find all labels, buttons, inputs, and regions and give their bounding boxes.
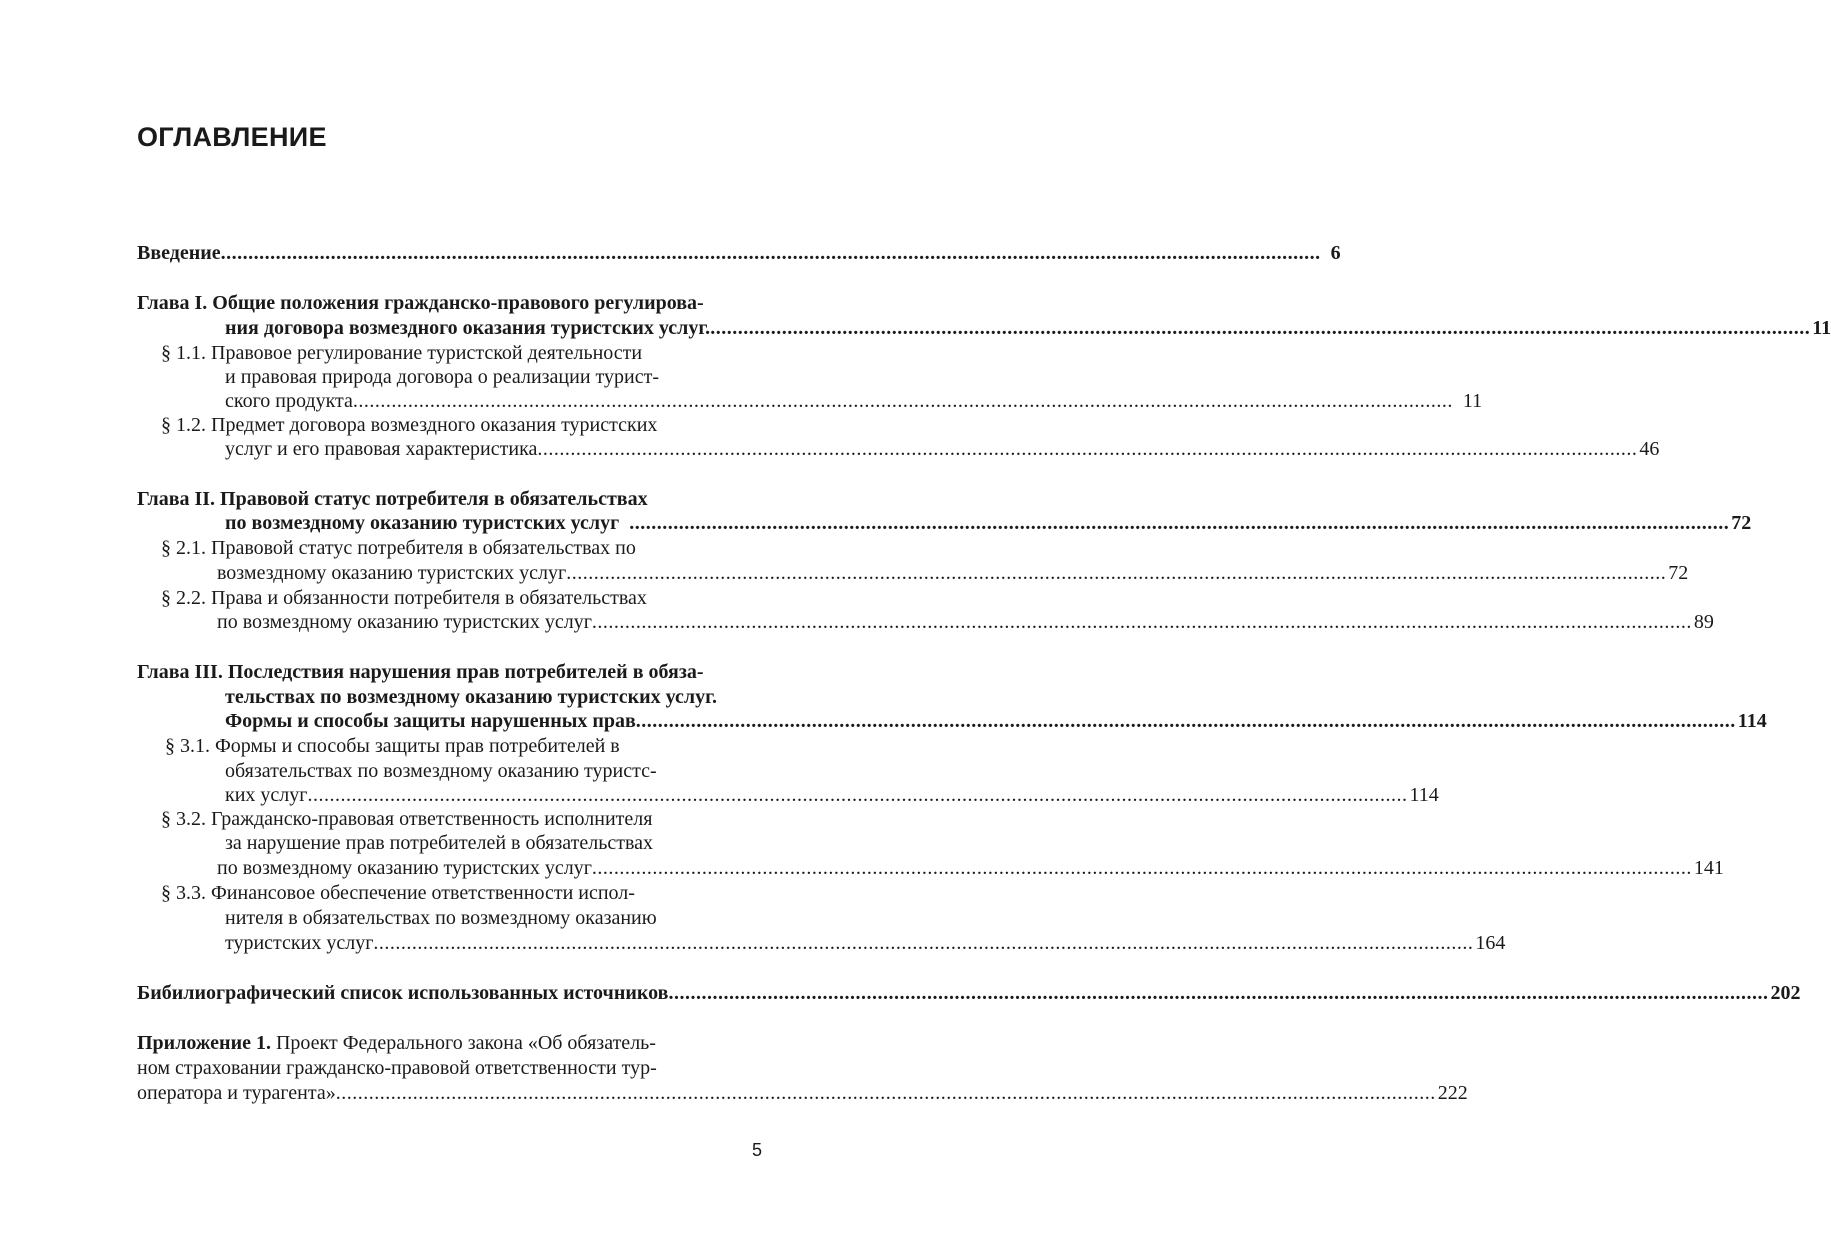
leader-dots: ........................................................................................................................................................................................................ [307,784,1408,806]
page-ref: 222 [1437,1082,1468,1104]
toc-section-3-2-line-3[interactable] [137,855,1724,881]
entry-text: § 3.3. Финансовое обеспечение ответственности испол- [161,882,635,904]
entry-text: Глава I. Общие положения гражданско-правового регулирова- [137,292,704,314]
toc-chapter-1-line-2[interactable] [137,315,1831,341]
toc-entry-bibliography[interactable] [137,980,1801,1006]
page-ref: 11 [1462,390,1483,412]
entry-text: обязательствах по возмездному оказанию туристс- [225,760,657,782]
entry-text: Глава II. Правовой статус потребителя в обязательствах [137,488,648,510]
toc-chapter-3-line-1[interactable] [137,659,768,685]
toc-chapter-3-line-3[interactable] [137,708,1767,734]
page-ref: 72 [1668,562,1689,584]
leader-dots: ........................................................................................................................................................................................................ [335,1082,1436,1104]
toc-section-1-1-line-1[interactable] [137,340,768,366]
entry-text: ном страховании гражданско-правовой ответственности тур- [137,1057,657,1079]
entry-text: Глава III. Последствия нарушения прав потребителей в обяза- [137,661,704,683]
entry-text: Проект Федерального закона «Об обязатель- [270,1032,656,1054]
leader-dots: ........................................................................................................................................................................................................ [537,438,1638,460]
entry-text: ния договора возмездного оказания туристских услуг. [225,317,711,339]
toc-section-2-1-line-1[interactable] [137,535,768,561]
entry-text: возмездному оказанию туристских услуг [217,562,567,584]
toc-section-3-1-line-1[interactable] [137,733,768,759]
page-ref: 89 [1693,611,1714,633]
entry-text: Введение [137,242,221,264]
leader-dots: ........................................................................................................................................................................................................ [352,390,1453,412]
page-number: 5 [752,1140,763,1160]
page-ref: 114 [1737,710,1767,732]
toc-section-2-2-line-1[interactable] [137,585,768,611]
entry-text: § 2.1. Правовой статус потребителя в обязательствах по [161,537,636,559]
appendix-label: Приложение 1. [137,1032,271,1054]
entry-text: ких услуг [225,784,308,806]
leader-dots: ........................................................................................................................................................................................................ [220,242,1321,264]
toc-chapter-1-line-1[interactable] [137,290,768,316]
toc-section-3-2-line-2[interactable] [137,830,768,856]
entry-text: Бибилиографический список использованных источников [137,982,669,1004]
entry-text: по возмездному оказанию туристских услуг [217,611,592,633]
toc-section-3-3-line-1[interactable] [137,880,768,906]
leader-dots: ........................................................................................................................................................................................................ [629,512,1730,534]
page-ref: 202 [1770,982,1801,1004]
entry-text: оператора и турагента» [137,1082,336,1104]
entry-text: ского продукта [225,390,353,412]
toc-section-3-1-line-2[interactable] [137,758,768,784]
toc-section-1-1-line-2[interactable] [137,364,768,390]
entry-text: Формы и способы защиты нарушенных прав [225,710,636,732]
leader-dots: ........................................................................................................................................................................................................ [373,932,1474,954]
toc-chapter-3-line-2[interactable] [137,684,768,710]
toc-appendix-1-line-1[interactable] [137,1030,768,1056]
leader-dots: ........................................................................................................................................................................................................ [591,611,1692,633]
leader-dots: ........................................................................................................................................................................................................ [710,317,1811,339]
leader-dots: ........................................................................................................................................................................................................ [591,857,1692,879]
entry-text: по возмездному оказанию туристских услуг [217,857,592,879]
page-ref: 141 [1693,857,1724,879]
entry-text: по возмездному оказанию туристских услуг [225,512,620,534]
page-ref: 72 [1731,512,1752,534]
toc-section-1-2-line-2[interactable] [137,436,1660,462]
entry-text: и правовая природа договора о реализации турист- [225,366,659,388]
entry-text: нителя в обязательствах по возмездному оказанию [225,907,657,929]
toc-section-1-2-line-1[interactable] [137,412,768,438]
toc-section-3-3-line-2[interactable] [137,905,768,931]
entry-text: § 1.2. Предмет договора возмездного оказания туристских [161,414,658,436]
entry-text: § 2.2. Права и обязанности потребителя в обязательствах [161,587,647,609]
entry-text: услуг и его правовая характеристика [225,438,538,460]
page-ref: 6 [1330,242,1341,264]
toc-entry-introduction[interactable] [137,240,1341,266]
toc-section-1-1-line-3[interactable] [137,388,1483,414]
entry-text: тельствах по возмездному оказанию туристских услуг. [225,686,717,708]
toc-appendix-1-line-3[interactable] [137,1080,1468,1106]
page-ref: 114 [1409,784,1439,806]
entry-text: § 3.2. Гражданско-правовая ответственность исполнителя [161,808,653,830]
toc-section-2-1-line-2[interactable] [137,560,1689,586]
entry-text: § 1.1. Правовое регулирование туристской деятельности [161,342,643,364]
entry-text: туристских услуг [225,932,374,954]
toc-section-3-3-line-3[interactable] [137,930,1506,956]
toc-section-3-2-line-1[interactable] [137,806,768,832]
leader-dots: ........................................................................................................................................................................................................ [566,562,1667,584]
toc-chapter-2-line-1[interactable] [137,486,768,512]
leader-dots: ........................................................................................................................................................................................................ [668,982,1769,1004]
entry-text: за нарушение прав потребителей в обязательствах [225,832,654,854]
toc-appendix-1-line-2[interactable] [137,1055,768,1081]
page-ref: 11 [1812,317,1831,339]
toc-chapter-2-line-2[interactable] [137,510,1752,536]
page-ref: 164 [1475,932,1506,954]
entry-text: § 3.1. Формы и способы защиты прав потребителей в [165,735,620,757]
toc-section-2-2-line-2[interactable] [137,609,1714,635]
leader-dots: ........................................................................................................................................................................................................ [635,710,1736,732]
toc-section-3-1-line-3[interactable] [137,782,1439,808]
page-ref: 46 [1639,438,1660,460]
page-title: ОГЛАВЛЕНИЕ [137,122,327,152]
